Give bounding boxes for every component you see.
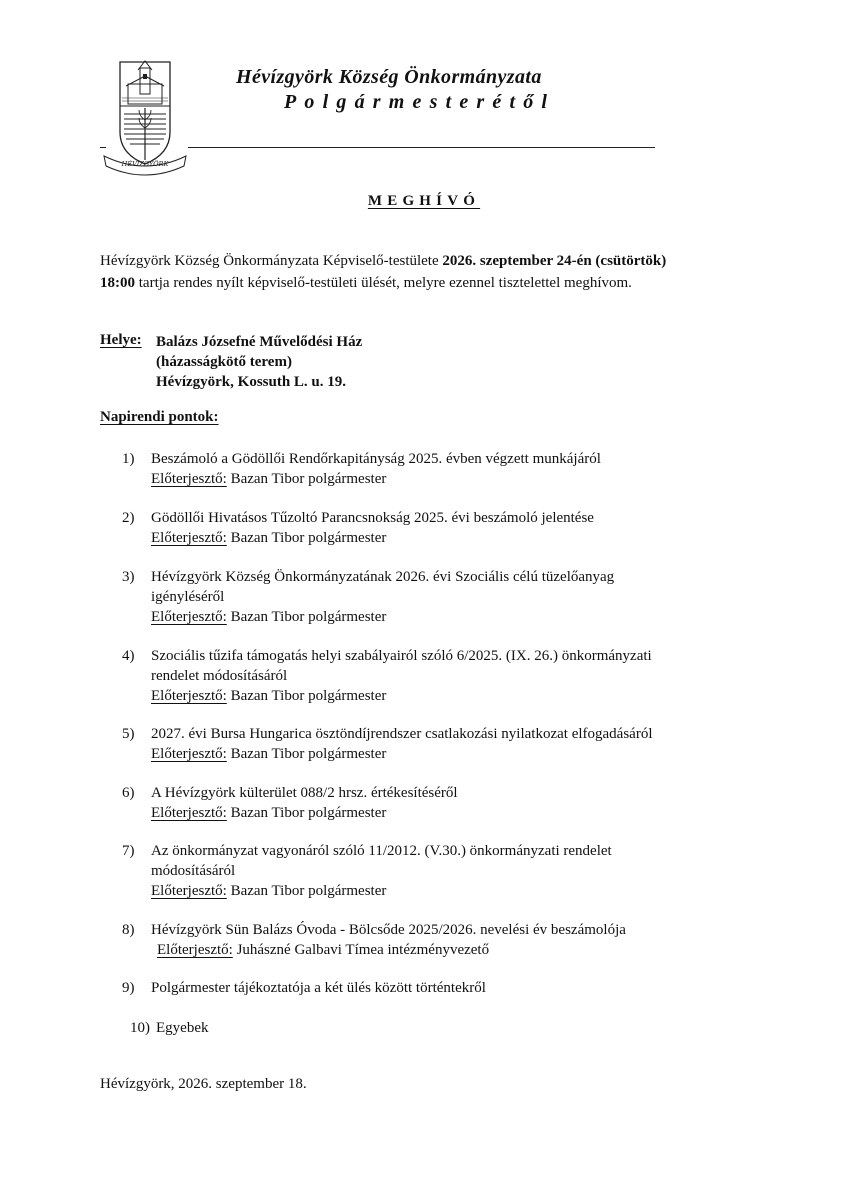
- intro-line1-text: Hévízgyörk Község Önkormányzata Képviselő-testülete: [100, 253, 443, 269]
- agenda-item-title-line: módosításáról: [151, 863, 236, 879]
- agenda-item-presenter: [151, 881, 612, 901]
- agenda-item-number: 10): [130, 1020, 150, 1036]
- agenda-item-title-line: Hévízgyörk Sün Balázs Óvoda - Bölcsőde 2025/2026. nevelési év beszámolója: [151, 922, 626, 938]
- agenda-item-number: 3): [122, 569, 135, 585]
- agenda-item-title-line: rendelet módosításáról: [151, 668, 288, 684]
- agenda-item-presenter: [151, 528, 594, 548]
- presenter-label: Előterjesztő:: [151, 805, 227, 821]
- agenda-item-presenter: [157, 940, 626, 960]
- agenda-item-title-line: Gödöllői Hivatásos Tűzoltó Parancsnokság 2025. évi beszámoló jelentése: [151, 510, 594, 526]
- agenda-item-title-line: Szociális tűzifa támogatás helyi szabályairól szóló 6/2025. (IX. 26.) önkormányzati: [151, 648, 652, 664]
- agenda-item-number: 7): [122, 843, 135, 859]
- presenter-label: Előterjesztő:: [157, 942, 233, 958]
- agenda-item-number: 8): [122, 922, 135, 938]
- presenter-name: Bazan Tibor polgármester: [230, 805, 387, 821]
- municipal-crest-logo: [100, 58, 190, 176]
- presenter-label: Előterjesztő:: [151, 609, 227, 625]
- org-title: Hévízgyörk Község Önkormányzata: [236, 66, 542, 88]
- presenter-label: Előterjesztő:: [151, 883, 227, 899]
- presenter-label: Előterjesztő:: [151, 746, 227, 762]
- presenter-name: Bazan Tibor polgármester: [230, 746, 387, 762]
- agenda-item-title-line: Az önkormányzat vagyonáról szóló 11/2012. (V.30.) önkormányzati rendelet: [151, 843, 612, 859]
- agenda-item-presenter: [151, 607, 614, 627]
- meeting-time: 18:00: [100, 275, 135, 291]
- presenter-label: Előterjesztő:: [151, 530, 227, 546]
- agenda-item-presenter: [151, 744, 653, 764]
- presenter-name: Bazan Tibor polgármester: [230, 530, 387, 546]
- presenter-name: Juhászné Galbavi Tímea intézményvezető: [236, 942, 490, 958]
- agenda-item-number: 5): [122, 726, 135, 742]
- agenda-item-number: 9): [122, 980, 135, 996]
- crest-banner-text: HÉVÍZGYÖRK: [121, 160, 169, 168]
- presenter-name: Bazan Tibor polgármester: [230, 609, 387, 625]
- header-rule: [188, 147, 655, 148]
- document-title: MEGHÍVÓ: [367, 193, 481, 209]
- agenda-item-title-line: Polgármester tájékoztatója a két ülés között történtekről: [151, 980, 486, 996]
- agenda-item-number: 6): [122, 785, 135, 801]
- agenda-item-number: 1): [122, 451, 135, 467]
- agenda-item-title-line: A Hévízgyörk külterület 088/2 hrsz. értékesítéséről: [151, 785, 458, 801]
- intro-paragraph: [100, 250, 760, 294]
- place-address: [156, 332, 362, 392]
- agenda-heading: Napirendi pontok:: [100, 409, 219, 425]
- agenda-item-presenter: [151, 686, 652, 706]
- presenter-label: Előterjesztő:: [151, 471, 227, 487]
- closing-place-date: Hévízgyörk, 2026. szeptember 18.: [100, 1076, 307, 1092]
- org-subtitle: Polgármesterétől: [284, 91, 556, 113]
- place-venue: Balázs Józsefné Művelődési Ház: [156, 334, 363, 350]
- agenda-item-number: 2): [122, 510, 135, 526]
- agenda-item-number: 4): [122, 648, 135, 664]
- agenda-item-title-line: Beszámoló a Gödöllői Rendőrkapitányság 2025. évben végzett munkájáról: [151, 451, 601, 467]
- meeting-date: 2026. szeptember 24-én (csütörtök): [442, 253, 667, 269]
- agenda-item-presenter: [151, 469, 601, 489]
- agenda-item-title-line: igényléséről: [151, 589, 225, 605]
- header-rule-left: [100, 147, 106, 148]
- agenda-item-title-line: 2027. évi Bursa Hungarica ösztöndíjrendszer csatlakozási nyilatkozat elfogadásáról: [151, 726, 653, 742]
- presenter-name: Bazan Tibor polgármester: [230, 471, 387, 487]
- place-room: (házasságkötő terem): [156, 354, 292, 370]
- agenda-item-presenter: [151, 803, 458, 823]
- presenter-name: Bazan Tibor polgármester: [230, 688, 387, 704]
- presenter-name: Bazan Tibor polgármester: [230, 883, 387, 899]
- intro-line2-text: tartja rendes nyílt képviselő-testületi ülését, melyre ezennel tisztelettel meghívom.: [135, 275, 632, 291]
- place-label: Helye:: [100, 332, 142, 348]
- place-street: Hévízgyörk, Kossuth L. u. 19.: [156, 374, 347, 390]
- agenda-item-title-line: Egyebek: [156, 1020, 209, 1036]
- agenda-item-title-line: Hévízgyörk Község Önkormányzatának 2026. évi Szociális célú tüzelőanyag: [151, 569, 615, 585]
- presenter-label: Előterjesztő:: [151, 688, 227, 704]
